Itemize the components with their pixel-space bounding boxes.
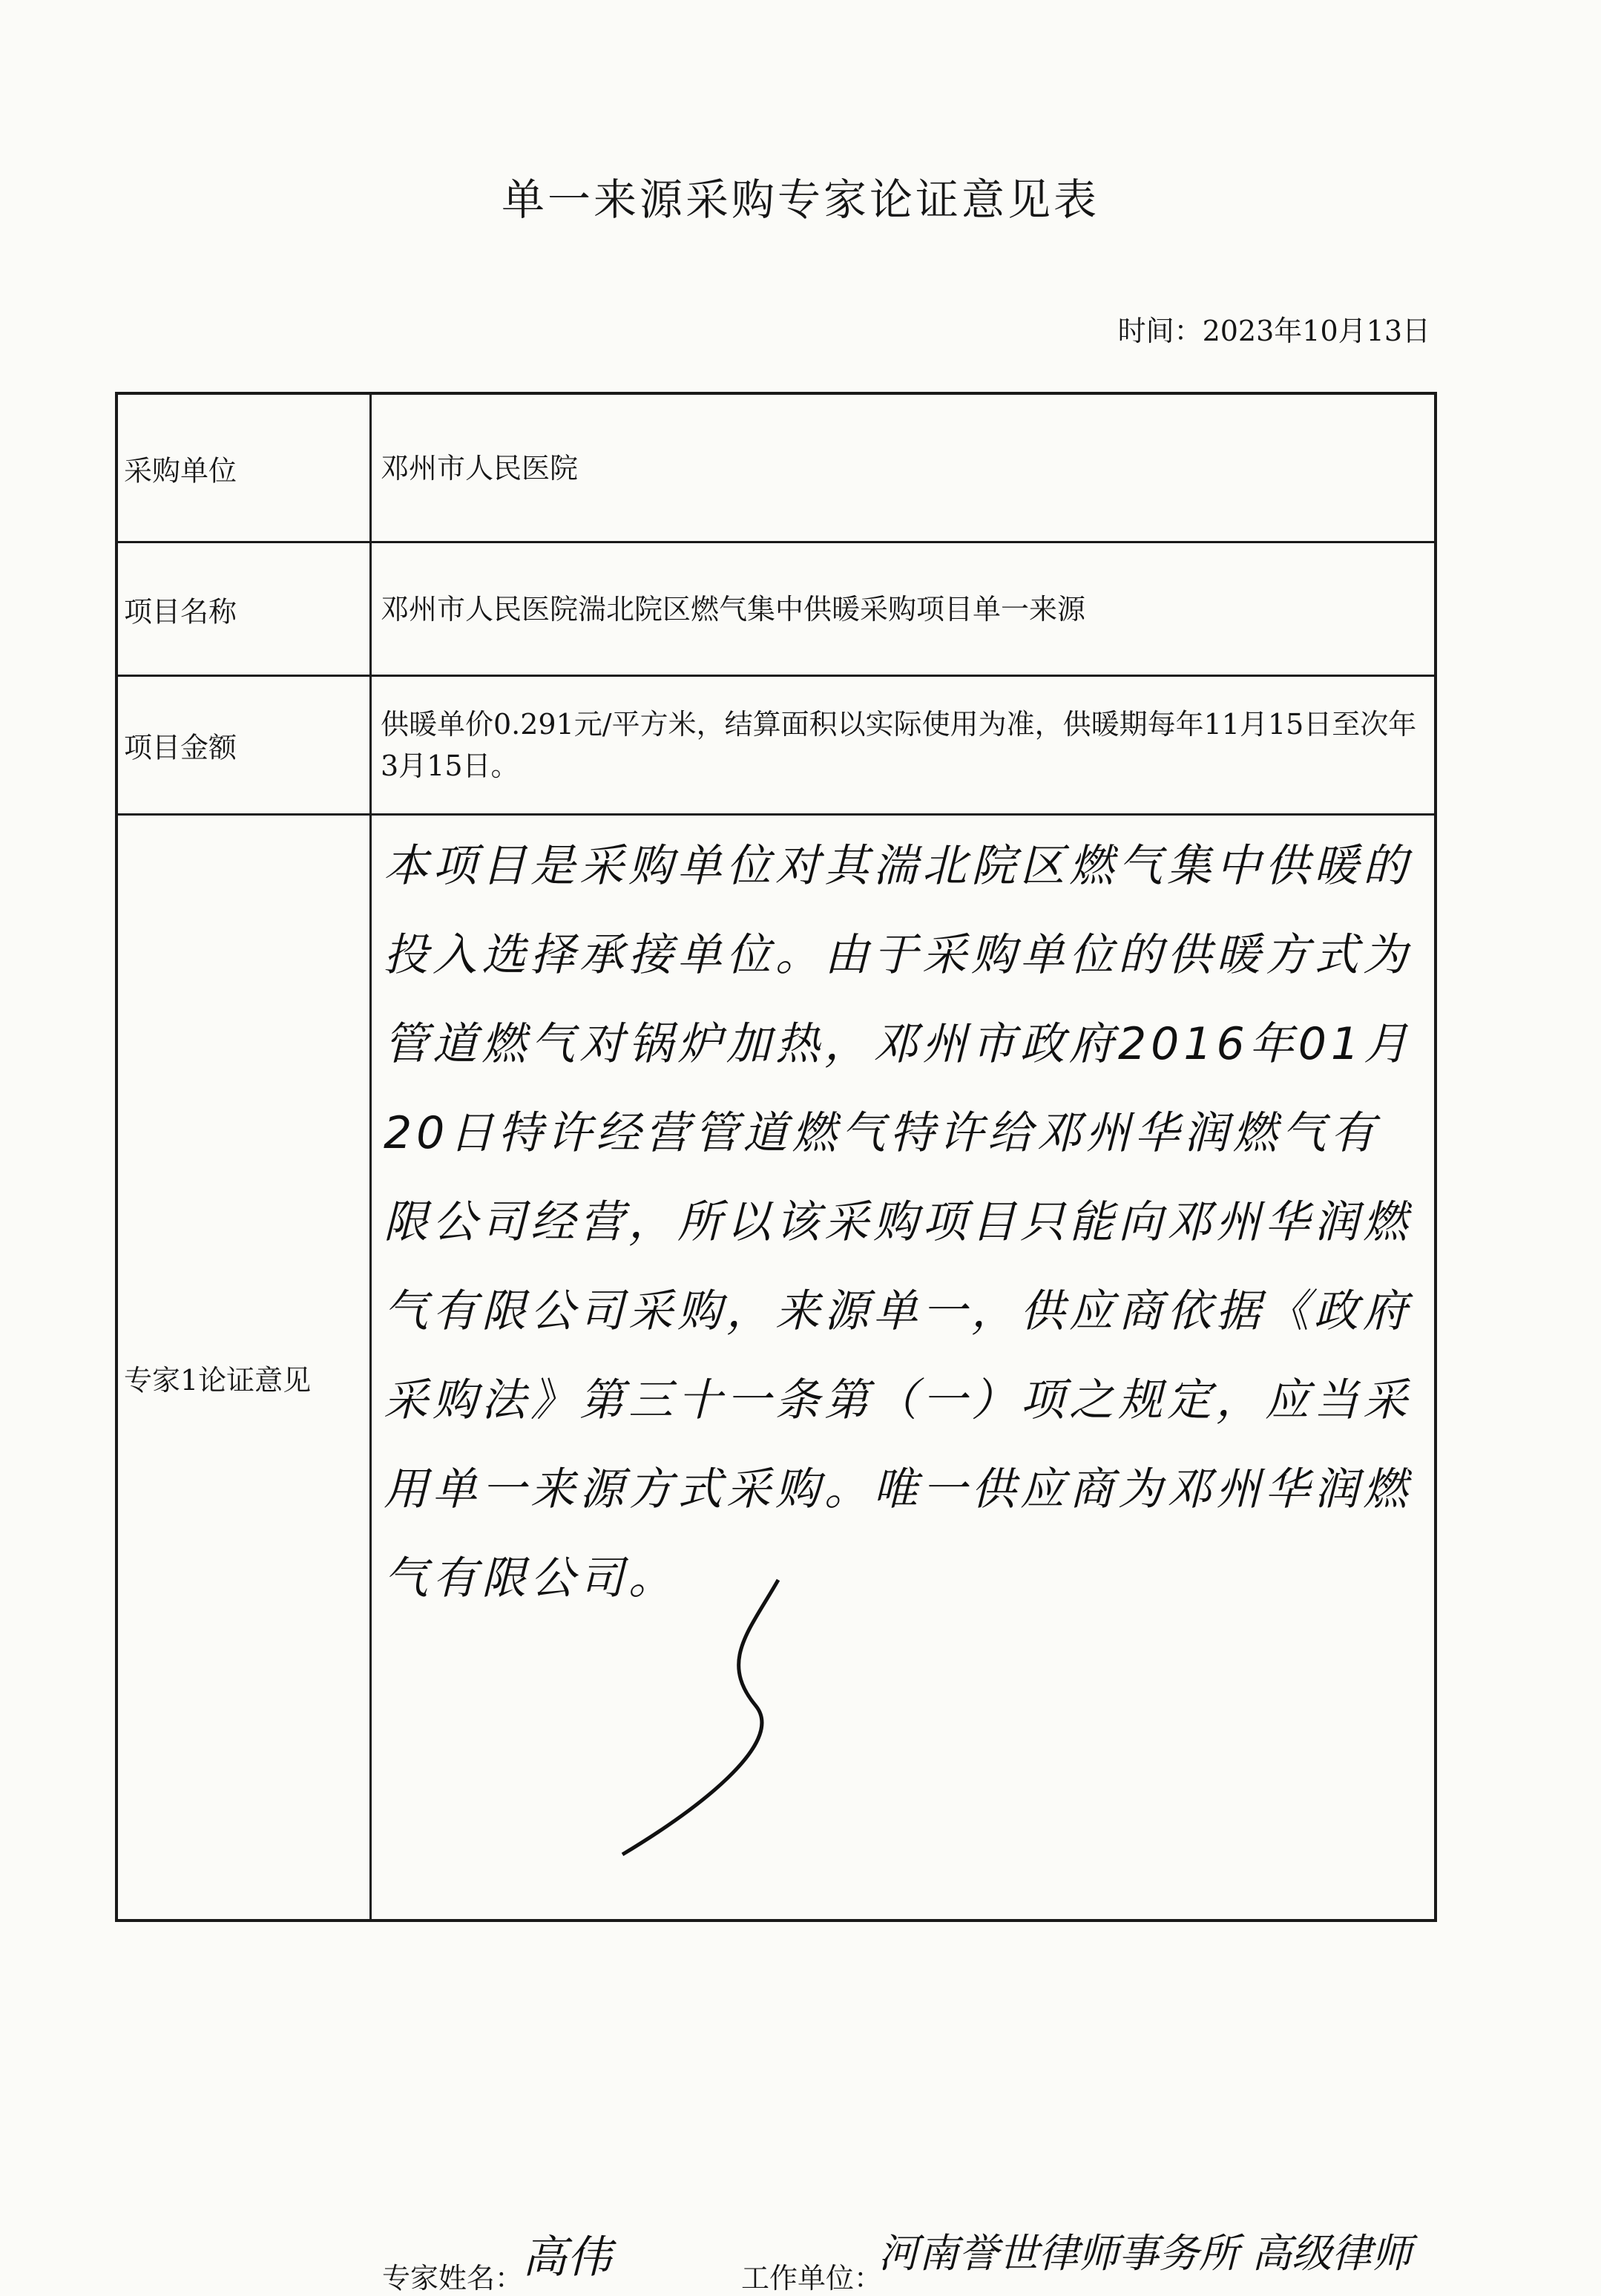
table-row-project-name xyxy=(118,543,1434,677)
work-unit-label: 工作单位： xyxy=(741,2262,883,2295)
project-name-value: 邓州市人民医院湍北院区燃气集中供暖采购项目单一来源 xyxy=(381,592,1086,626)
procurement-unit-value: 邓州市人民医院 xyxy=(381,451,579,485)
table-row-project-amount xyxy=(118,677,1434,816)
procurement-unit-label: 采购单位 xyxy=(124,454,237,487)
work-unit-handwritten: 河南誉世律师事务所 高级律师 xyxy=(878,2230,1413,2277)
opinion-form-table xyxy=(115,392,1437,2295)
project-name-label: 项目名称 xyxy=(124,595,237,628)
handwritten-opinion-text: 本项目是采购单位对其湍北院区燃气集中供暖的投入选择承接单位。由于采购单位的供暖方式为管道燃气对锅炉加热，邓州市政府2016年01月20日特许经营管道燃气特许给邓州华润燃气有限公司经营，所以该采购项目只能向邓州华润燃气有限公司采购，来源单一，供应商依据《政府采购法》第三十一条第（一）项之规定，应当采用单一来源方式采购。唯一供应商为邓州华润燃气有限公司。 xyxy=(384,840,1413,1604)
project-amount-value: 供暖单价0.291元/平方米，结算面积以实际使用为准，供暖期每年11月15日至次年3月15日。 xyxy=(381,708,1417,782)
document-title: 单一来源采购专家论证意见表 xyxy=(501,174,1099,225)
expert-name-label: 专家姓名： xyxy=(382,2262,524,2295)
document-date: 时间：2023年10月13日 xyxy=(1117,315,1430,347)
expert-opinion-label: 专家1论证意见 xyxy=(124,1364,312,1397)
signature-flourish xyxy=(593,1565,845,1862)
expert-name-signature: 高伟 xyxy=(522,2231,611,2283)
table-row-expert-opinion xyxy=(118,816,1434,2295)
project-amount-label: 项目金额 xyxy=(124,731,237,764)
table-row-procurement-unit xyxy=(118,395,1434,543)
